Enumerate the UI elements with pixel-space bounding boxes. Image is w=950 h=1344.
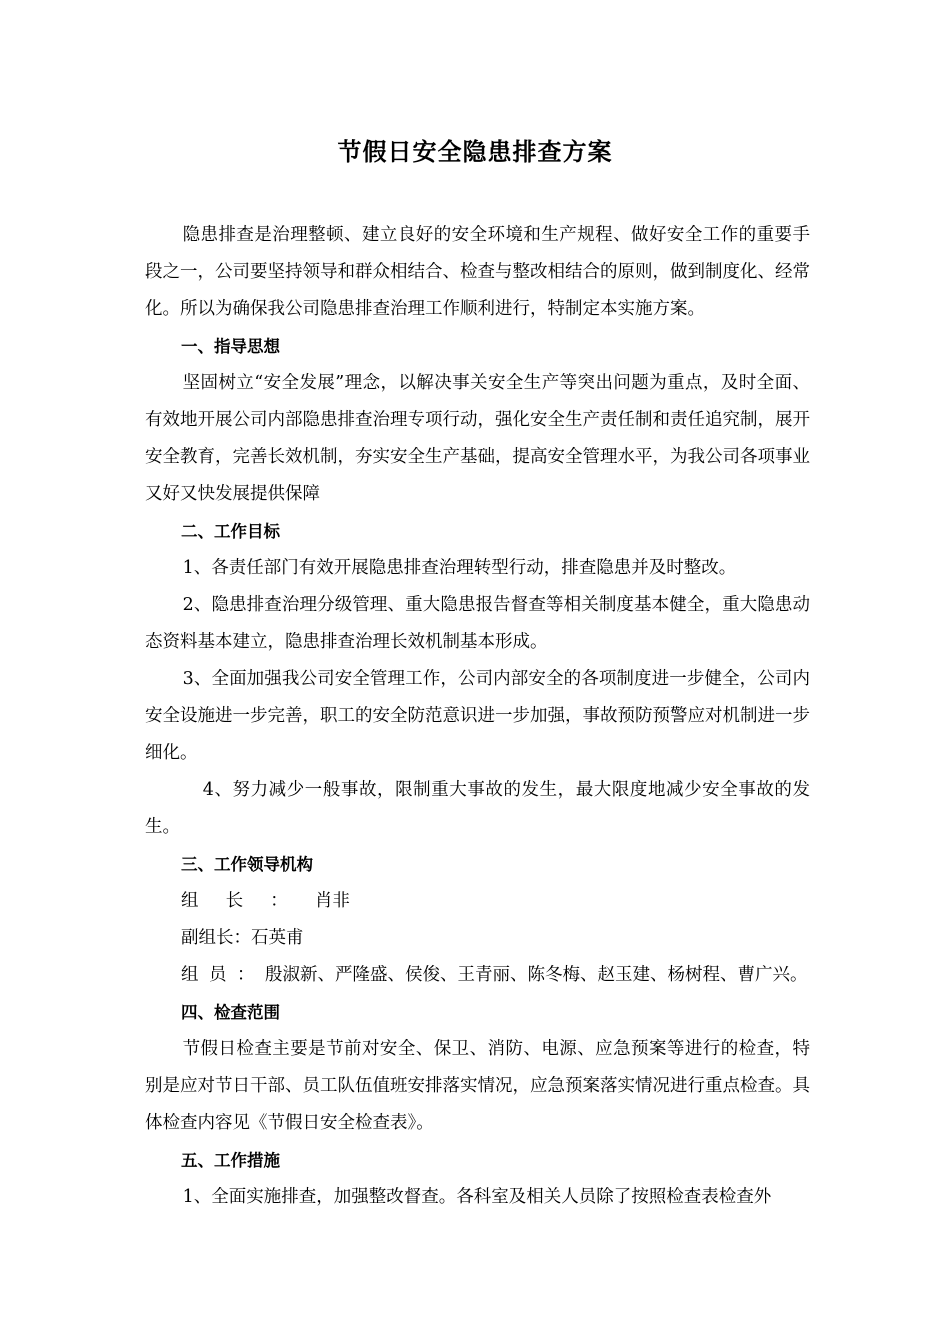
member-names: 殷淑新、严隆盛、侯俊、王青丽、陈冬梅、赵玉建、杨树程、曹广兴。 bbox=[265, 965, 808, 985]
guiding-ideology-paragraph: 坚固树立“安全发展”理念，以解决事关安全生产等突出问题为重点，及时全面、有效地开展公司内部隐患排查治理专项行动，强化安全生产责任制和责任追究制，展开安全教育，完善长效机制，夯实安全生产基础，提高安全管理水平，为我公司各项事业又好又快发展提供保障 bbox=[145, 373, 810, 504]
document-body bbox=[145, 217, 810, 1216]
work-goal-item: 4、努力减少一般事故，限制重大事故的发生，最大限度地减少安全事故的发生。 bbox=[145, 780, 810, 837]
work-measure-item: 1、全面实施排查，加强整改督查。各科室及相关人员除了按照检查表检查外 bbox=[182, 1187, 772, 1207]
document-title: 节假日安全隐患排查方案 bbox=[337, 138, 613, 166]
deputy-line bbox=[145, 920, 810, 957]
deputy-role-label: 副组长： bbox=[181, 928, 251, 948]
leader-role-label: 组长： bbox=[181, 891, 315, 911]
section-heading-inspection-scope: 四、检查范围 bbox=[181, 1003, 280, 1022]
section-heading-guiding-ideology: 一、指导思想 bbox=[181, 337, 280, 356]
deputy-name: 石英甫 bbox=[251, 928, 304, 948]
members-line bbox=[145, 957, 810, 994]
section-heading-work-goals: 二、工作目标 bbox=[181, 522, 280, 541]
work-goal-item: 3、全面加强我公司安全管理工作，公司内部安全的各项制度进一步健全，公司内安全设施进一步完善，职工的安全防范意识进一步加强，事故预防预警应对机制进一步细化。 bbox=[145, 669, 810, 763]
intro-paragraph: 隐患排查是治理整顿、建立良好的安全环境和生产规程、做好安全工作的重要手段之一，公司要坚持领导和群众相结合、检查与整改相结合的原则，做到制度化、经常化。所以为确保我公司隐患排查治理工作顺利进行，特制定本实施方案。 bbox=[145, 225, 810, 319]
leader-name: 肖非 bbox=[314, 891, 350, 911]
work-goal-item: 2、隐患排查治理分级管理、重大隐患报告督查等相关制度基本健全，重大隐患动态资料基本建立，隐患排查治理长效机制基本形成。 bbox=[145, 595, 810, 652]
work-goal-item: 1、各责任部门有效开展隐患排查治理转型行动，排查隐患并及时整改。 bbox=[182, 558, 737, 578]
section-heading-leadership: 三、工作领导机构 bbox=[181, 855, 313, 874]
inspection-scope-paragraph: 节假日检查主要是节前对安全、保卫、消防、电源、应急预案等进行的检查，特别是应对节日干部、员工队伍值班安排落实情况，应急预案落实情况进行重点检查。具体检查内容见《节假日安全检查表》。 bbox=[145, 1039, 810, 1133]
members-role-label: 组员： bbox=[181, 965, 265, 985]
leader-line bbox=[145, 883, 810, 920]
section-heading-work-measures: 五、工作措施 bbox=[181, 1151, 280, 1170]
